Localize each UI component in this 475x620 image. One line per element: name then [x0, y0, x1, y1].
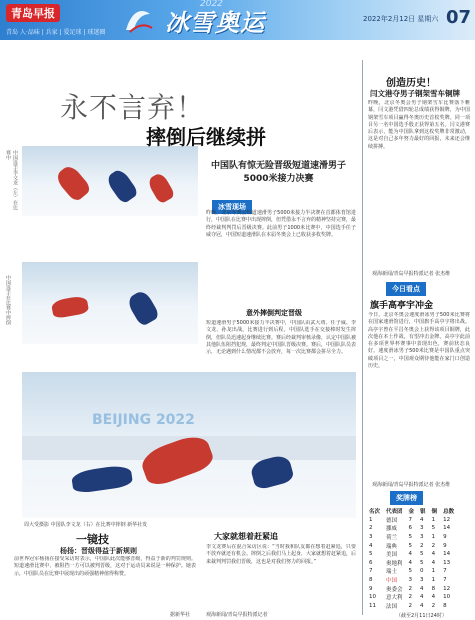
table-row	[366, 524, 457, 533]
medal-cell: 3	[420, 525, 424, 532]
medal-table-header: 名次 代表团 金 银 铜 总数	[369, 509, 455, 516]
medal-cell: 2	[408, 594, 413, 601]
medal-cell: 8	[431, 585, 436, 592]
header-slogan: 青岛 人·品味 | 兵家 | 爱足球 | 球迷圈	[6, 29, 106, 36]
page-header	[0, 0, 475, 40]
medal-cell: 2	[420, 542, 424, 549]
medal-cell: 12	[443, 516, 451, 523]
medal-cell: 1	[431, 534, 436, 541]
medal-cell: 12	[443, 585, 451, 592]
medal-cell: 1	[431, 516, 436, 523]
medal-cell: 8	[369, 577, 373, 584]
photo-skaters-1	[22, 146, 198, 216]
box-subtitle: 杨扬：晋级得益于新规则	[60, 547, 137, 555]
medal-cell: 10	[443, 594, 451, 601]
table-row	[366, 541, 457, 550]
delegation-cell: 法国	[386, 603, 398, 610]
medal-cell: 6	[408, 525, 413, 532]
medal-cell: 7	[408, 516, 413, 523]
medal-cell: 5	[408, 542, 413, 549]
photo2-caption: 中国选手在比赛中摔倒	[5, 275, 11, 325]
box-text: 前世界冠军杨扬在接受采访时表示，中国队此次能够晋级，得益于新的判罚规则。短道速滑比赛中，被阻挡一方可以被判晋级，这对于运动员来说是一种保护。她表示，中国队员在比赛中展现出的顽强精神值得称赞。	[14, 556, 196, 577]
medal-note: （截至2月11日24时）	[396, 613, 447, 619]
right-title-1: 创造历史！	[386, 78, 436, 89]
medal-cell: 5	[420, 551, 424, 558]
main-action-photo: BEIJING 2022	[22, 372, 356, 518]
medal-cell: 7	[443, 577, 447, 584]
lead-paragraph: 昨晚，北京冬奥会短道速滑男子5000米接力半决赛在首都体育馆进行，中国队在比赛中出现摔倒，但凭借永不言弃的精神坚持完赛，最终经裁判判罚后晋级决赛。此前男子1000米比赛中，中国选手任子威夺冠，中国短道速滑队在本届冬奥会上已收获多枚奖牌。	[206, 210, 356, 238]
medal-cell: 9	[443, 542, 447, 549]
medal-cell: 4	[408, 551, 413, 558]
medal-cell: 4	[420, 516, 424, 523]
medal-cell: 4	[420, 594, 424, 601]
medal-cell: 4	[420, 602, 424, 609]
delegation-cell: 中国	[386, 578, 398, 585]
medal-cell: 2	[408, 585, 413, 592]
medal-cell: 2	[369, 525, 373, 532]
kicker-headline: 永不言弃！	[60, 91, 206, 124]
medal-cell: 3	[369, 534, 373, 541]
medal-cell: 4	[431, 551, 436, 558]
section3-title: 大家就想着赶紧追	[214, 532, 278, 541]
issue-date: 2022年2月12日 星期六	[363, 15, 439, 23]
medal-cell: 5	[431, 525, 436, 532]
section2-text: 短道速滑男子5000米接力半决赛中，中国队由武大靖、任子威、李文龙、孙龙出战。比赛进行到后程，中国队选手在交接棒时发生摔倒，但队员迅速起身继续比赛。赛后经裁判审核录像，认定中国队被其他队伍阻挡犯规，最终判定中国队晋级决赛。赛后，中国队队员表示，无论遇到什么情况都不会放弃，每一次比赛都会拼尽全力。	[206, 320, 356, 356]
delegation-cell: 瑞典	[386, 543, 398, 550]
medal-cell: 5	[408, 534, 413, 541]
right-title-2: 旗手高亭宇冲金	[370, 301, 434, 311]
table-row	[366, 550, 457, 559]
medal-cell: 4	[431, 594, 436, 601]
medal-cell: 2	[431, 602, 436, 609]
delegation-cell: 奥地利	[386, 560, 403, 567]
medal-cell: 7	[369, 568, 373, 575]
right-text-2: 今日，北京冬奥会速度滑冰男子500米比赛将在国家速滑馆进行，中国旗手高亭宇将出战。高亭宇曾在平昌冬奥会上获得该项目铜牌，此次他在本土作战，有望冲击金牌。高亭宇此前在多项世界杯赛事中表现出色，赛前状态良好。速度滑冰男子500米比赛是中国队重点突破项目之一，中国观众期待他能在家门口创造历史。	[368, 312, 470, 370]
table-row	[366, 516, 457, 525]
medal-cell: 6	[369, 559, 373, 566]
medal-cell: 2	[431, 542, 436, 549]
table-row	[366, 593, 457, 602]
intent-heading: 意外摔倒判定晋级	[246, 309, 302, 317]
medal-cell: 8	[443, 602, 447, 609]
delegation-cell: 德国	[386, 517, 398, 524]
medal-cell: 13	[443, 559, 451, 566]
section3-text: 李文龙赛后在混合采访区说：“当时我和队友都在想着赶紧追，只要不放弃就还有机会。摔倒之后我们马上起身，大家就想着赶紧追，后来裁判判罚我们晋级，这也是对我们努力的回报。”	[206, 544, 356, 565]
tag-today: 今日看点	[386, 282, 426, 296]
medal-cell: 3	[408, 577, 413, 584]
medal-cell: 2	[408, 602, 413, 609]
photo3-credit: 周大受摄影 中国队李文龙（右）在比赛中摔倒 新华社发	[24, 522, 148, 528]
medal-cell: 3	[420, 577, 424, 584]
table-row	[366, 602, 457, 611]
medal-table	[366, 507, 457, 610]
medal-cell: 4	[431, 559, 436, 566]
medal-cell: 9	[369, 585, 373, 592]
photo-skaters-2	[22, 262, 198, 344]
delegation-cell: 奥委会	[386, 586, 403, 593]
right-credit-1: 观海新闻/青岛早报特派记者 张杰维	[372, 271, 451, 277]
olympic-emblem-icon	[120, 4, 156, 36]
medal-cell: 5	[369, 551, 373, 558]
medal-cell: 9	[443, 534, 447, 541]
table-row	[366, 533, 457, 542]
section-title: 冰雪奥运	[165, 9, 265, 37]
column-divider	[362, 60, 363, 615]
delegation-cell: 荷兰	[386, 535, 398, 542]
delegation-cell: 瑞士	[386, 569, 398, 576]
medal-cell: 4	[369, 542, 373, 549]
medal-cell: 10	[369, 594, 376, 601]
newspaper-logo: 青岛早报	[6, 4, 60, 22]
medal-cell: 14	[443, 525, 451, 532]
medal-cell: 4	[420, 585, 424, 592]
medal-cell: 5	[420, 559, 424, 566]
page-number: 07	[446, 7, 472, 28]
medal-cell: 5	[408, 568, 413, 575]
table-row	[366, 576, 457, 585]
medal-cell: 0	[420, 568, 424, 575]
tag-live: 冰雪现场	[212, 200, 252, 214]
table-row	[366, 559, 457, 568]
right-subtitle-1: 闫文港夺男子钢架雪车铜牌	[370, 89, 460, 98]
subheadline: 中国队有惊无险晋级短道速滑男子5000米接力决赛	[210, 161, 346, 184]
photo1-caption: 中国选手李文龙（左）在比赛中	[5, 150, 18, 210]
table-row	[366, 584, 457, 593]
tag-medal-table: 奖牌榜	[390, 491, 423, 505]
medal-cell: 11	[369, 602, 376, 609]
medal-cell: 1	[431, 577, 436, 584]
box-title: 一镜技	[76, 533, 109, 546]
delegation-cell: 挪威	[386, 526, 398, 533]
right-credit-2: 观海新闻/青岛早报特派记者 张杰维	[372, 482, 451, 488]
section3-credit: 观海新闻/青岛早报特派记者	[206, 612, 268, 618]
medal-cell: 14	[443, 551, 451, 558]
medal-cell: 1	[369, 516, 373, 523]
delegation-cell: 美国	[386, 552, 398, 559]
medal-cell: 1	[431, 568, 436, 575]
medal-cell: 4	[408, 559, 413, 566]
right-text-1: 昨晚，北京冬奥会男子钢架雪车比赛落下帷幕，闫文港凭借四轮总成绩获得铜牌，为中国钢架雪车项目赢得冬奥历史首枚奖牌。同一项目另一名中国选手殷正获得第五名。闫文港赛后表示，能为中国队拿到这枚奖牌非常激动，这是对自己多年努力最好的回报，未来还会继续拼搏。	[368, 100, 470, 150]
box-credit: 据新华社	[170, 612, 191, 618]
header-year: 2022	[200, 0, 223, 9]
table-row	[366, 567, 457, 576]
medal-cell: 7	[443, 568, 447, 575]
main-headline: 摔倒后继续拼	[146, 125, 266, 149]
delegation-cell: 意大利	[386, 595, 403, 602]
medal-cell: 3	[420, 534, 424, 541]
